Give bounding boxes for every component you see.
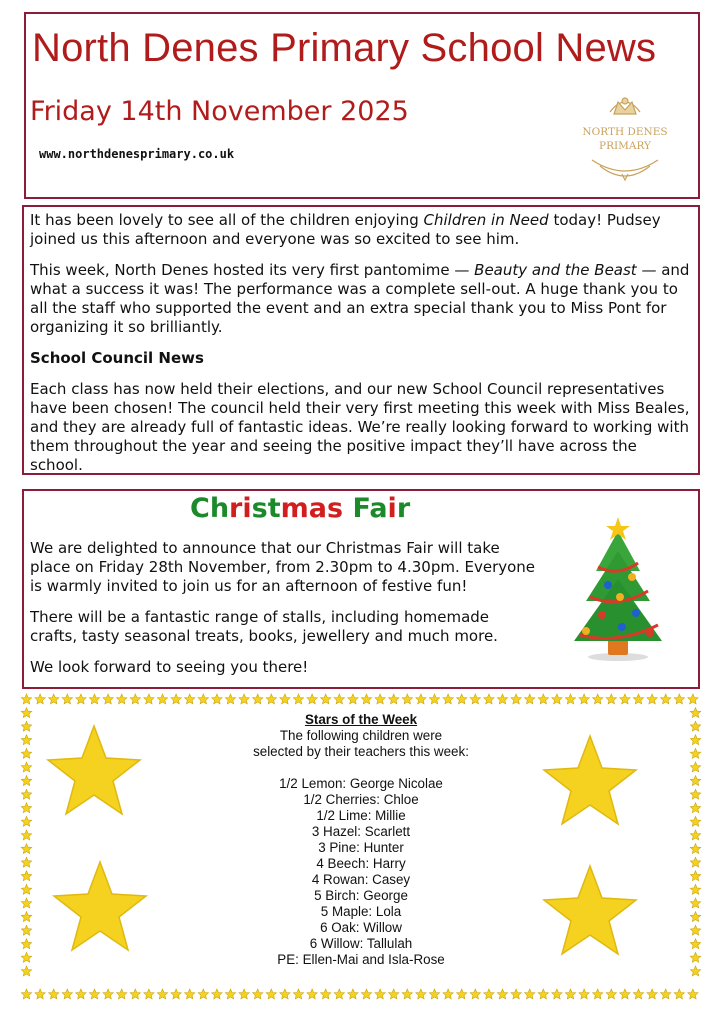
border-star-icon <box>484 694 494 704</box>
border-star-icon <box>239 989 249 999</box>
star-entry: PE: Ellen-Mai and Isla-Rose <box>277 952 445 967</box>
border-star-icon <box>253 694 263 704</box>
star-entry: 1/2 Lime: Millie <box>316 808 406 823</box>
border-star-icon <box>579 989 589 999</box>
border-star-icon <box>89 989 99 999</box>
border-star-icon <box>361 989 371 999</box>
border-star-icon <box>538 989 548 999</box>
border-star-icon <box>361 694 371 704</box>
star-entry: 1/2 Cherries: Chloe <box>303 792 419 807</box>
border-star-icon <box>457 989 467 999</box>
school-council-paragraph: Each class has now held their elections, and our new School Council representatives have been chosen! The council held their very first meeting this week with Miss Beales, and they are already full of fantastic ideas. We’re really looking forward to working with them throughout the year and seeing the positive impact they’ll have across the school. <box>30 380 690 474</box>
news-panel <box>22 205 700 475</box>
fair-closing-paragraph: We look forward to seeing you there! <box>30 658 309 676</box>
border-star-icon <box>375 694 385 704</box>
pantomime-paragraph: This week, North Denes hosted its very first pantomime — Beauty and the Beast — and what a success it was! The performance was a complete sell-out. A huge thank you to all the staff who supported the event and an extra special thank you to Miss Pont for organizing it so brilliantly. <box>30 261 690 336</box>
header-panel <box>24 12 700 199</box>
border-star-icon <box>348 989 358 999</box>
border-star-icon <box>511 694 521 704</box>
border-star-icon <box>266 989 276 999</box>
border-star-icon <box>511 989 521 999</box>
border-star-icon <box>35 694 45 704</box>
stars-list-block <box>20 712 702 968</box>
border-star-icon <box>606 694 616 704</box>
logo-text-line2: PRIMARY <box>599 140 651 152</box>
border-star-icon <box>321 694 331 704</box>
stars-intro-line: selected by their teachers this week: <box>253 744 469 759</box>
border-star-icon <box>674 694 684 704</box>
border-star-icon <box>49 989 59 999</box>
border-star-icon <box>525 694 535 704</box>
star-entry: 5 Birch: George <box>314 888 408 903</box>
border-star-icon <box>552 694 562 704</box>
border-star-icon <box>157 694 167 704</box>
border-star-icon <box>157 989 167 999</box>
border-star-icon <box>144 989 154 999</box>
border-star-icon <box>443 694 453 704</box>
border-star-icon <box>253 989 263 999</box>
border-star-icon <box>674 989 684 999</box>
border-star-icon <box>225 989 235 999</box>
border-star-icon <box>239 694 249 704</box>
border-star-icon <box>293 989 303 999</box>
border-star-icon <box>62 989 72 999</box>
border-star-icon <box>266 694 276 704</box>
stars-title: Stars of the Week <box>304 712 418 727</box>
border-star-icon <box>225 694 235 704</box>
border-star-icon <box>661 989 671 999</box>
border-star-icon <box>130 694 140 704</box>
christmas-fair-panel <box>22 489 700 689</box>
border-star-icon <box>538 694 548 704</box>
border-star-icon <box>21 989 31 999</box>
border-star-icon <box>171 694 181 704</box>
border-star-icon <box>49 694 59 704</box>
border-star-icon <box>185 694 195 704</box>
border-star-icon <box>103 694 113 704</box>
star-entry: 5 Maple: Lola <box>320 904 402 919</box>
border-star-icon <box>389 694 399 704</box>
fair-stalls-paragraph: There will be a fantastic range of stalls, including homemade crafts, tasty seasonal treats, books, jewellery and much more. <box>30 608 498 645</box>
newsletter-title: North Denes Primary School News <box>32 26 657 70</box>
border-star-icon <box>334 989 344 999</box>
border-star-icon <box>661 694 671 704</box>
border-star-icon <box>348 694 358 704</box>
newsletter-date: Friday 14th November 2025 <box>30 96 409 127</box>
border-star-icon <box>307 694 317 704</box>
border-star-icon <box>212 989 222 999</box>
border-star-icon <box>117 694 127 704</box>
logo-text-line1: NORTH DENES <box>582 126 668 138</box>
christmas-fair-title: Christmas Fair <box>190 493 411 524</box>
border-star-icon <box>552 989 562 999</box>
star-entry: 3 Pine: Hunter <box>318 840 404 855</box>
christmas-fair-text <box>30 539 540 689</box>
border-star-icon <box>688 989 698 999</box>
star-entry: 6 Willow: Tallulah <box>309 936 413 951</box>
border-star-icon <box>375 989 385 999</box>
border-star-icon <box>402 694 412 704</box>
border-star-icon <box>647 989 657 999</box>
border-star-icon <box>606 989 616 999</box>
border-star-icon <box>62 694 72 704</box>
border-star-icon <box>620 694 630 704</box>
stars-intro-line: The following children were <box>279 728 443 743</box>
border-star-icon <box>688 694 698 704</box>
border-star-icon <box>647 694 657 704</box>
border-star-icon <box>525 989 535 999</box>
school-council-heading: School Council News <box>30 349 204 367</box>
border-star-icon <box>593 694 603 704</box>
border-star-icon <box>321 989 331 999</box>
border-star-icon <box>429 989 439 999</box>
border-star-icon <box>389 989 399 999</box>
border-star-icon <box>565 694 575 704</box>
border-star-icon <box>280 694 290 704</box>
border-star-icon <box>307 989 317 999</box>
border-star-icon <box>185 989 195 999</box>
border-star-icon <box>280 989 290 999</box>
border-star-icon <box>497 989 507 999</box>
border-star-icon <box>416 694 426 704</box>
border-star-icon <box>497 694 507 704</box>
border-star-icon <box>171 989 181 999</box>
star-entry: 4 Rowan: Casey <box>311 872 411 887</box>
border-star-icon <box>76 989 86 999</box>
star-entry: 1/2 Lemon: George Nicolae <box>279 776 443 791</box>
border-star-icon <box>144 694 154 704</box>
border-star-icon <box>402 989 412 999</box>
border-star-icon <box>35 989 45 999</box>
border-star-icon <box>593 989 603 999</box>
border-star-icon <box>130 989 140 999</box>
border-star-icon <box>429 694 439 704</box>
border-star-icon <box>293 694 303 704</box>
border-star-icon <box>198 989 208 999</box>
border-star-icon <box>633 989 643 999</box>
border-star-icon <box>579 694 589 704</box>
christmas-tree-icon <box>562 515 674 663</box>
star-entry: 6 Oak: Willow <box>320 920 402 935</box>
border-star-icon <box>76 694 86 704</box>
star-entry: 4 Beech: Harry <box>316 856 406 871</box>
border-star-icon <box>443 989 453 999</box>
border-star-icon <box>89 694 99 704</box>
border-star-icon <box>457 694 467 704</box>
border-star-icon <box>633 694 643 704</box>
school-website-link[interactable]: www.northdenesprimary.co.uk <box>39 147 235 161</box>
border-star-icon <box>620 989 630 999</box>
border-star-icon <box>103 989 113 999</box>
border-star-icon <box>334 694 344 704</box>
border-star-icon <box>565 989 575 999</box>
border-star-icon <box>21 694 31 704</box>
border-star-icon <box>117 989 127 999</box>
star-entry: 3 Hazel: Scarlett <box>311 824 411 839</box>
border-star-icon <box>484 989 494 999</box>
school-crest-icon <box>572 90 678 190</box>
border-star-icon <box>470 694 480 704</box>
stars-of-the-week-panel <box>20 692 702 1002</box>
fair-date-paragraph: We are delighted to announce that our Christmas Fair will take place on Friday 28th November, from 2.30pm to 4.30pm. Everyone is warmly invited to join us for an afternoon of festive fun! <box>30 539 536 595</box>
border-star-icon <box>198 694 208 704</box>
children-in-need-paragraph: It has been lovely to see all of the children enjoying Children in Need today! Pudsey joined us this afternoon and everyone was so excited to see him. <box>30 211 661 248</box>
border-star-icon <box>212 694 222 704</box>
border-star-icon <box>416 989 426 999</box>
border-star-icon <box>470 989 480 999</box>
